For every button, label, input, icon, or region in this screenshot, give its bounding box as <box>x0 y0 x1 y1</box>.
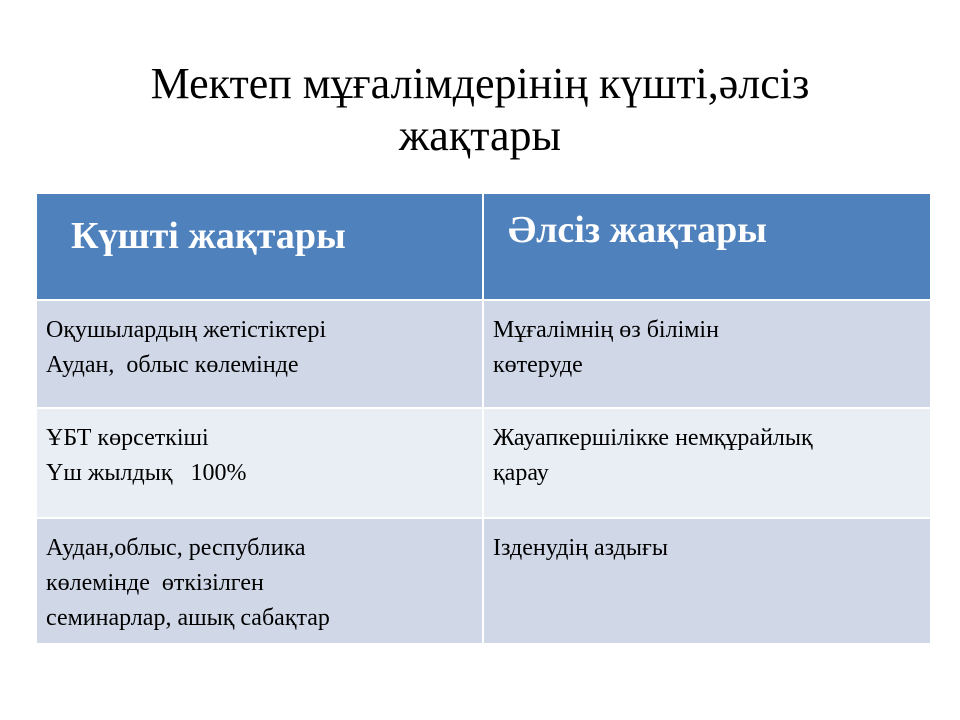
cell-line: семинарлар, ашық сабақтар <box>46 605 330 631</box>
cell-line: ҰБТ көрсеткіші <box>46 425 209 451</box>
weakness-cell <box>483 408 930 518</box>
cell-line: Жауапкершілікке немқұрайлық <box>493 425 813 451</box>
cell-line: көлемінде өткізілген <box>46 570 264 596</box>
slide-title-line-1: Мектеп мұғалімдерінің күшті,әлсіз <box>150 59 810 108</box>
strength-cell <box>37 300 483 408</box>
cell-line: Оқушылардың жетістіктері <box>46 317 327 343</box>
table-row <box>37 300 930 408</box>
table-header-row <box>37 194 930 300</box>
weakness-cell <box>483 518 930 643</box>
cell-line: қарау <box>493 460 549 486</box>
header-strengths: Күшті жақтары <box>37 194 483 300</box>
cell-line: Үш жылдық 100% <box>46 460 247 486</box>
strengths-weaknesses-table <box>37 194 930 643</box>
strength-cell <box>37 518 483 643</box>
table-row <box>37 408 930 518</box>
cell-line: Аудан,облыс, республика <box>46 535 306 561</box>
header-weaknesses: Әлсіз жақтары <box>483 194 930 300</box>
cell-line: Мұғалімнің өз білімін <box>493 317 719 343</box>
cell-line: көтеруде <box>493 352 583 378</box>
strength-cell <box>37 408 483 518</box>
slide-title <box>60 58 900 162</box>
slide-title-line-2: жақтары <box>398 111 562 160</box>
table-row <box>37 518 930 643</box>
cell-line: Ізденудің аздығы <box>493 535 668 561</box>
cell-line: Аудан, облыс көлемінде <box>46 352 299 378</box>
weakness-cell <box>483 300 930 408</box>
